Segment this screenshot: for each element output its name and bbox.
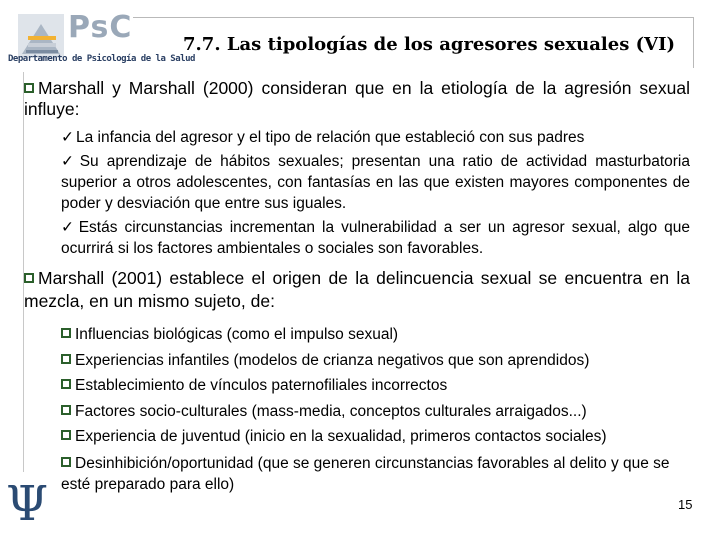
section2-list (61, 322, 694, 495)
check-icon: ✓ (61, 128, 74, 146)
section1-list (61, 127, 690, 259)
square-bullet-icon (24, 83, 34, 93)
square-bullet-icon (61, 457, 71, 467)
section1-intro: Marshall y Marshall (2000) consideran que en la etiología de la agresión sexual influye: (24, 78, 690, 119)
square-bullet-icon (24, 273, 34, 283)
square-bullet-icon (61, 328, 71, 338)
list-item: Factores socio-culturales (mass-media, conceptos culturales arraigados...) (61, 399, 694, 425)
list-item: ✓ Estás circunstancias incrementan la vulnerabilidad a ser un agresor sexual, algo que ocurrirá si los factores ambientales o sociales son favorables. (61, 218, 690, 257)
logo-department: Departamento de Psicología de la Salud (8, 54, 195, 64)
square-bullet-icon (61, 379, 71, 389)
square-bullet-icon (61, 405, 71, 415)
logo-initials: PsC (68, 10, 133, 45)
section1-paragraph (24, 78, 690, 120)
section2-intro: Marshall (2001) establece el origen de la delincuencia sexual se encuentra en la mezcla, en un mismo sujeto, de: (24, 268, 690, 311)
header-rule-right (693, 17, 694, 68)
check-icon: ✓ (61, 152, 78, 170)
psi-icon: Ψ (6, 476, 49, 532)
header-rule (133, 17, 693, 18)
list-item: ✓ La infancia del agresor y el tipo de relación que estableció con sus padres (61, 128, 585, 146)
list-item: Influencias biológicas (como el impulso sexual) (61, 322, 694, 348)
page-number: 15 (678, 497, 693, 512)
list-item: Experiencias infantiles (modelos de crianza negativos que son aprendidos) (61, 348, 694, 374)
slide-title: 7.7. Las tipologías de los agresores sexuales (VI) (183, 34, 676, 55)
list-item: Desinhibición/oportunidad (que se generen circunstancias favorables al delito y que se esté preparado para ello) (61, 454, 670, 493)
check-icon: ✓ (61, 218, 77, 236)
slide-content (24, 78, 690, 495)
square-bullet-icon (61, 430, 71, 440)
list-item: Establecimiento de vínculos paternofiliales incorrectos (61, 373, 694, 399)
list-item: ✓ Su aprendizaje de hábitos sexuales; presentan una ratio de actividad masturbatoria superior a otros adolescentes, con fantasías en las que existen mayores componentes de poder y desviación que entre sus iguales. (61, 152, 690, 212)
square-bullet-icon (61, 354, 71, 364)
list-item: Experiencia de juventud (inicio en la sexualidad, primeros contactos sociales) (61, 424, 694, 450)
section2-paragraph (24, 267, 690, 313)
logo-emblem-icon (18, 14, 64, 58)
